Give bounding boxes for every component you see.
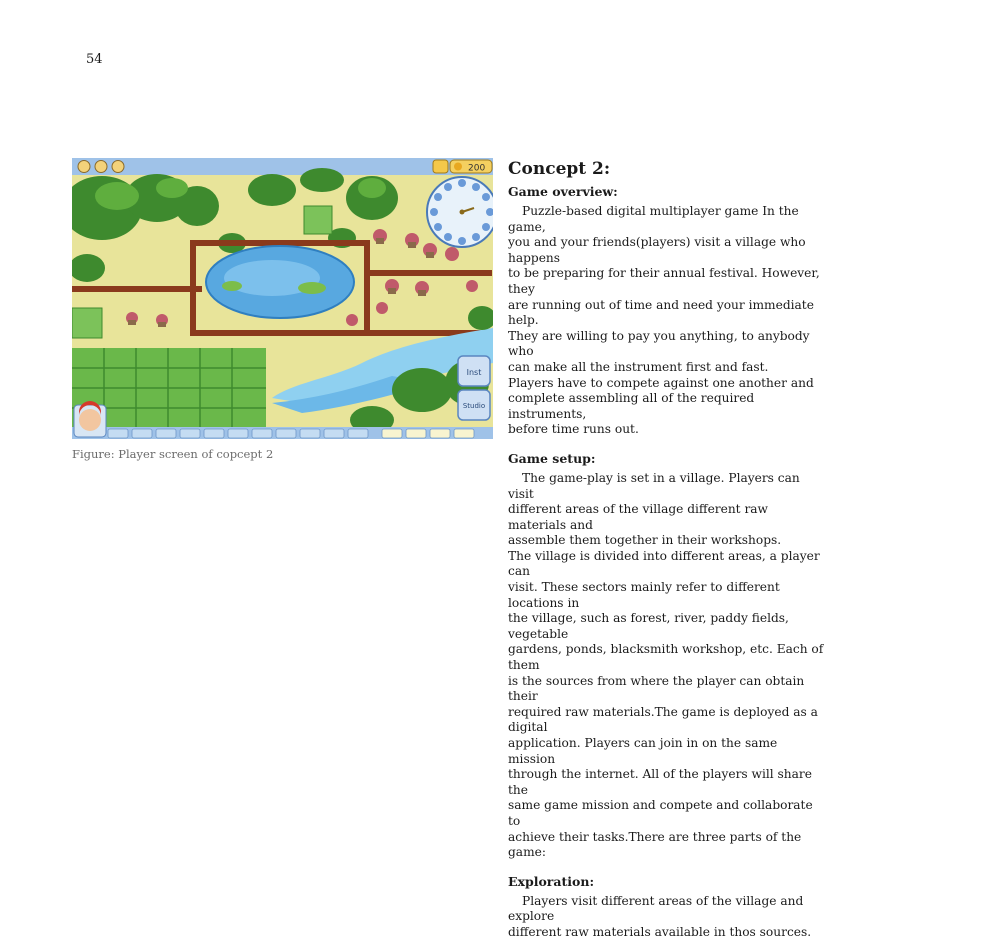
inst-button[interactable] (458, 356, 490, 386)
concept-text-column (508, 158, 826, 941)
studio-button[interactable] (458, 390, 490, 420)
face-icon (78, 161, 124, 173)
figure-caption: Figure: Player screen of copcept 2 (72, 447, 274, 461)
setup-heading: Game setup: (508, 450, 596, 466)
overview-heading: Game overview: (508, 184, 618, 199)
svg-text:Inst: Inst (466, 368, 482, 377)
overview-paragraph: Puzzle-based digital multiplayer game In the game, you and your friends(players) visit a village who happens to be preparing for their annual festival. However, they are running out of time and need your immediate help. They are willing to pay you anything, to anybody who can make all the instrument first and fast. Players have to compete against one another and complete assembling all of the required instruments, before time runs out. (508, 204, 820, 437)
coin-counter (450, 160, 492, 174)
inventory-slots (108, 429, 474, 438)
exploration-heading: Exploration: (508, 873, 595, 889)
setup-paragraph: The game-play is set in a village. Players can visit different areas of the village different raw materials and assemble them together in their workshops. The village is divided into different areas, a player can visit. These sectors mainly refer to different locations in the village, such as forest, river, paddy fields, vegetable gardens, ponds, blacksmith workshop, etc. Each of them is the sources from where the player can obtain their required raw materials.The game is deployed as a digital application. Players can join in on the same mission through the internet. All of the players will share the same game mission and compete and collaborate to achieve their tasks.There are three parts of the game: (508, 470, 824, 860)
svg-text:Studio: Studio (462, 402, 486, 410)
coin-icon (454, 163, 462, 171)
concept-title: Concept 2: (508, 159, 611, 179)
coin-count: 200 (468, 163, 486, 174)
top-toolbar (72, 158, 493, 175)
page-number: 54 (86, 52, 103, 67)
exploration-paragraph: Players visit different areas of the village and explore different raw materials available in thos sources. (508, 893, 812, 939)
game-screenshot (72, 158, 493, 439)
avatar-icon[interactable] (74, 401, 106, 437)
speaker-icon[interactable] (433, 160, 448, 173)
timer-dial-icon (427, 177, 493, 247)
